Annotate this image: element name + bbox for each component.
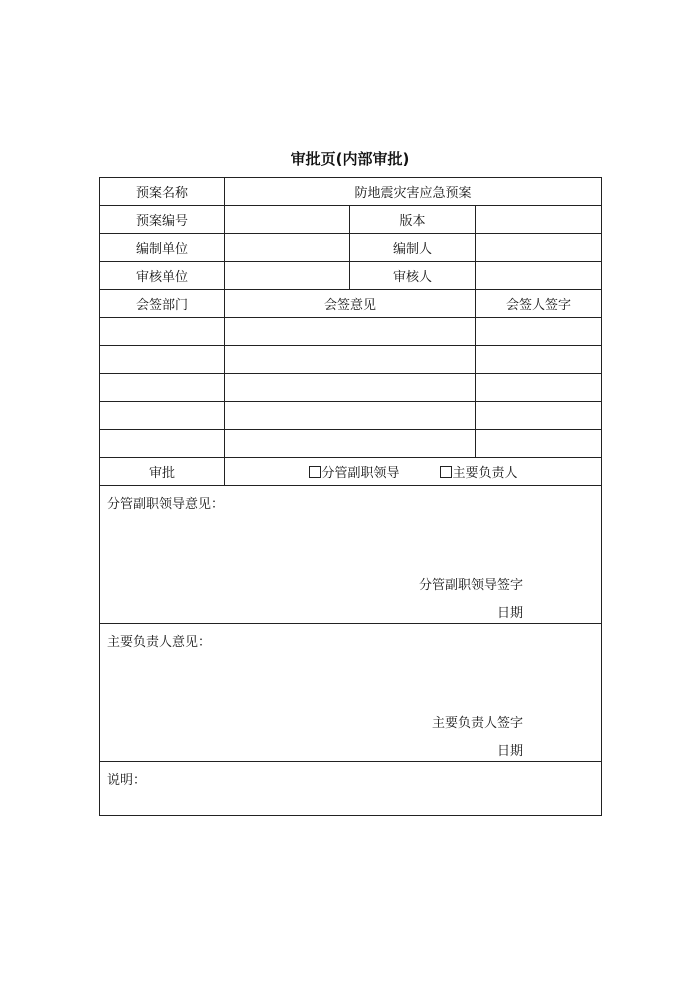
countersign-header-row (100, 290, 602, 318)
note-label: 说明： (107, 773, 147, 788)
countersign-dept-header: 会签部门 (100, 290, 225, 318)
countersign-opinion-cell[interactable] (225, 374, 476, 402)
countersign-opinion-header: 会签意见 (225, 290, 476, 318)
compiler-label: 编制人 (350, 234, 476, 262)
page-title: 审批页(内部审批) (290, 150, 410, 168)
countersign-row (100, 374, 602, 402)
compile-row (100, 234, 602, 262)
countersign-signer-cell[interactable] (476, 318, 602, 346)
approval-option-deputy-label: 分管副职领导 (321, 466, 400, 481)
deputy-opinion-block[interactable] (100, 486, 602, 624)
countersign-dept-cell[interactable] (100, 430, 225, 458)
countersign-signer-cell[interactable] (476, 402, 602, 430)
countersign-dept-cell[interactable] (100, 374, 225, 402)
deputy-date-label: 日期 (497, 606, 524, 621)
reviewer-label: 审核人 (350, 262, 476, 290)
approval-options (225, 458, 602, 486)
approval-label: 审批 (100, 458, 225, 486)
chief-opinion-block[interactable] (100, 624, 602, 762)
countersign-row (100, 346, 602, 374)
approval-form-table (99, 177, 602, 816)
countersign-signer-cell[interactable] (476, 346, 602, 374)
reviewer-field[interactable] (476, 262, 602, 290)
chief-opinion-label: 主要负责人意见： (107, 635, 212, 650)
plan-name-row (100, 178, 602, 206)
compile-unit-label: 编制单位 (100, 234, 225, 262)
approval-option-chief[interactable] (440, 462, 518, 481)
review-unit-label: 审核单位 (100, 262, 225, 290)
countersign-signer-cell[interactable] (476, 374, 602, 402)
countersign-row (100, 318, 602, 346)
plan-number-label: 预案编号 (100, 206, 225, 234)
countersign-opinion-cell[interactable] (225, 402, 476, 430)
countersign-signer-header: 会签人签字 (476, 290, 602, 318)
countersign-dept-cell[interactable] (100, 318, 225, 346)
version-label: 版本 (350, 206, 476, 234)
checkbox-icon[interactable] (440, 466, 452, 478)
approval-row (100, 458, 602, 486)
countersign-opinion-cell[interactable] (225, 346, 476, 374)
deputy-opinion-row (100, 486, 602, 624)
note-row (100, 762, 602, 816)
plan-name-value[interactable]: 防地震灾害应急预案 (225, 178, 602, 206)
countersign-opinion-cell[interactable] (225, 318, 476, 346)
approval-option-deputy[interactable] (309, 462, 400, 481)
review-unit-field[interactable] (225, 262, 350, 290)
approval-option-chief-label: 主要负责人 (452, 466, 518, 481)
countersign-opinion-cell[interactable] (225, 430, 476, 458)
compile-unit-field[interactable] (225, 234, 350, 262)
version-field[interactable] (476, 206, 602, 234)
note-block[interactable] (100, 762, 602, 816)
countersign-signer-cell[interactable] (476, 430, 602, 458)
compiler-field[interactable] (476, 234, 602, 262)
countersign-row (100, 430, 602, 458)
plan-number-field[interactable] (225, 206, 350, 234)
plan-number-row (100, 206, 602, 234)
checkbox-icon[interactable] (309, 466, 321, 478)
deputy-sign-label: 分管副职领导签字 (419, 578, 524, 593)
plan-name-label: 预案名称 (100, 178, 225, 206)
chief-date-label: 日期 (497, 744, 524, 759)
countersign-row (100, 402, 602, 430)
deputy-opinion-label: 分管副职领导意见： (107, 497, 225, 512)
review-row (100, 262, 602, 290)
chief-opinion-row (100, 624, 602, 762)
chief-sign-label: 主要负责人签字 (432, 716, 524, 731)
countersign-dept-cell[interactable] (100, 402, 225, 430)
countersign-dept-cell[interactable] (100, 346, 225, 374)
